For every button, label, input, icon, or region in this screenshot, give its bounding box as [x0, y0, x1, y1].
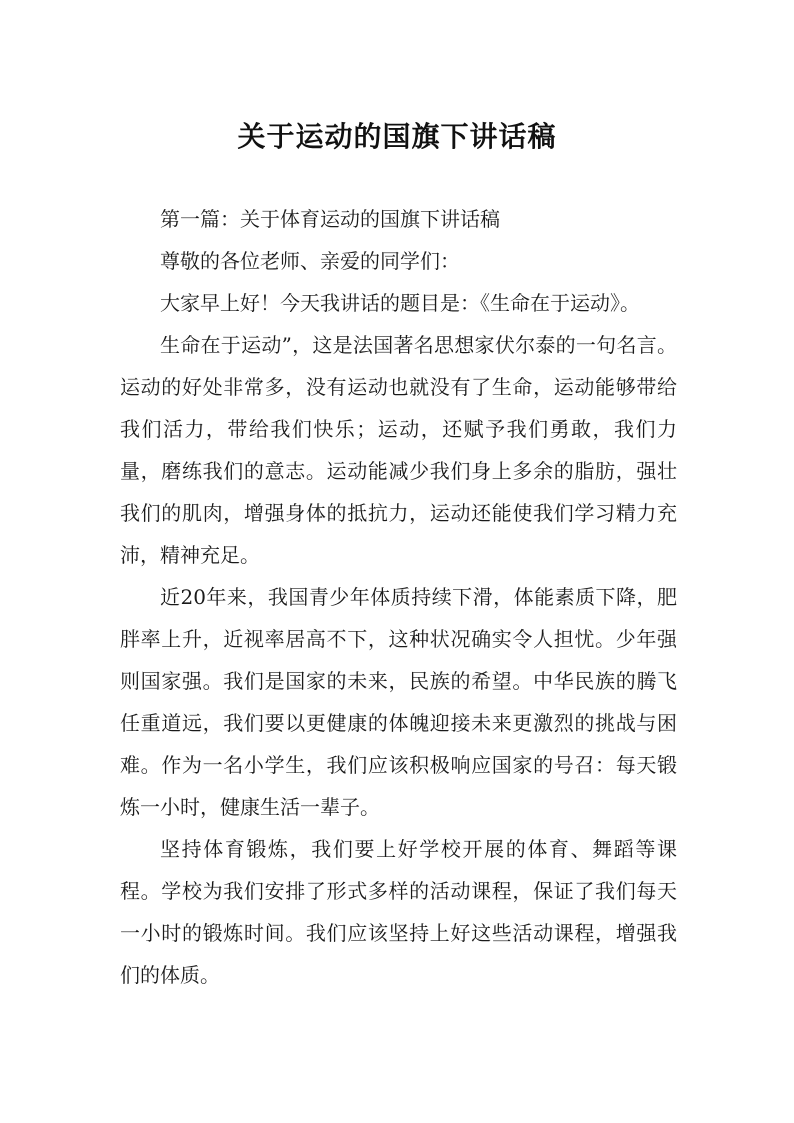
paragraph-heading: 第一篇：关于体育运动的国旗下讲话稿	[160, 207, 500, 231]
paragraph-salutation: 尊敬的各位老师、亲爱的同学们：	[160, 249, 460, 273]
document-body	[120, 198, 677, 996]
paragraph-greeting: 大家早上好！今天我讲话的题目是：《生命在于运动》。	[160, 291, 640, 315]
paragraph-body: 近20年来，我国青少年体质持续下滑，体能素质下降，肥胖率上升，近视率居高不下，这种状况确实令人担忧。少年强则国家强。我们是国家的未来，民族的希望。中华民族的腾飞任重道远，我们要以更健康的体魄迎接未来更激烈的挑战与困难。作为一名小学生，我们应该积极响应国家的号召：每天锻炼一小时，健康生活一辈子。	[120, 585, 677, 819]
document-title: 关于运动的国旗下讲话稿	[237, 119, 557, 153]
paragraph-body: 生命在于运动”，这是法国著名思想家伏尔泰的一句名言。运动的好处非常多，没有运动也就没有了生命，运动能够带给我们活力，带给我们快乐；运动，还赋予我们勇敢，我们力量，磨练我们的意志。运动能减少我们身上多余的脂肪，强壮我们的肌肉，增强身体的抵抗力，运动还能使我们学习精力充沛，精神充足。	[120, 333, 677, 567]
paragraph-body: 坚持体育锻炼，我们要上好学校开展的体育、舞蹈等课程。学校为我们安排了形式多样的活动课程，保证了我们每天一小时的锻炼时间。我们应该坚持上好这些活动课程，增强我们的体质。	[120, 837, 677, 987]
